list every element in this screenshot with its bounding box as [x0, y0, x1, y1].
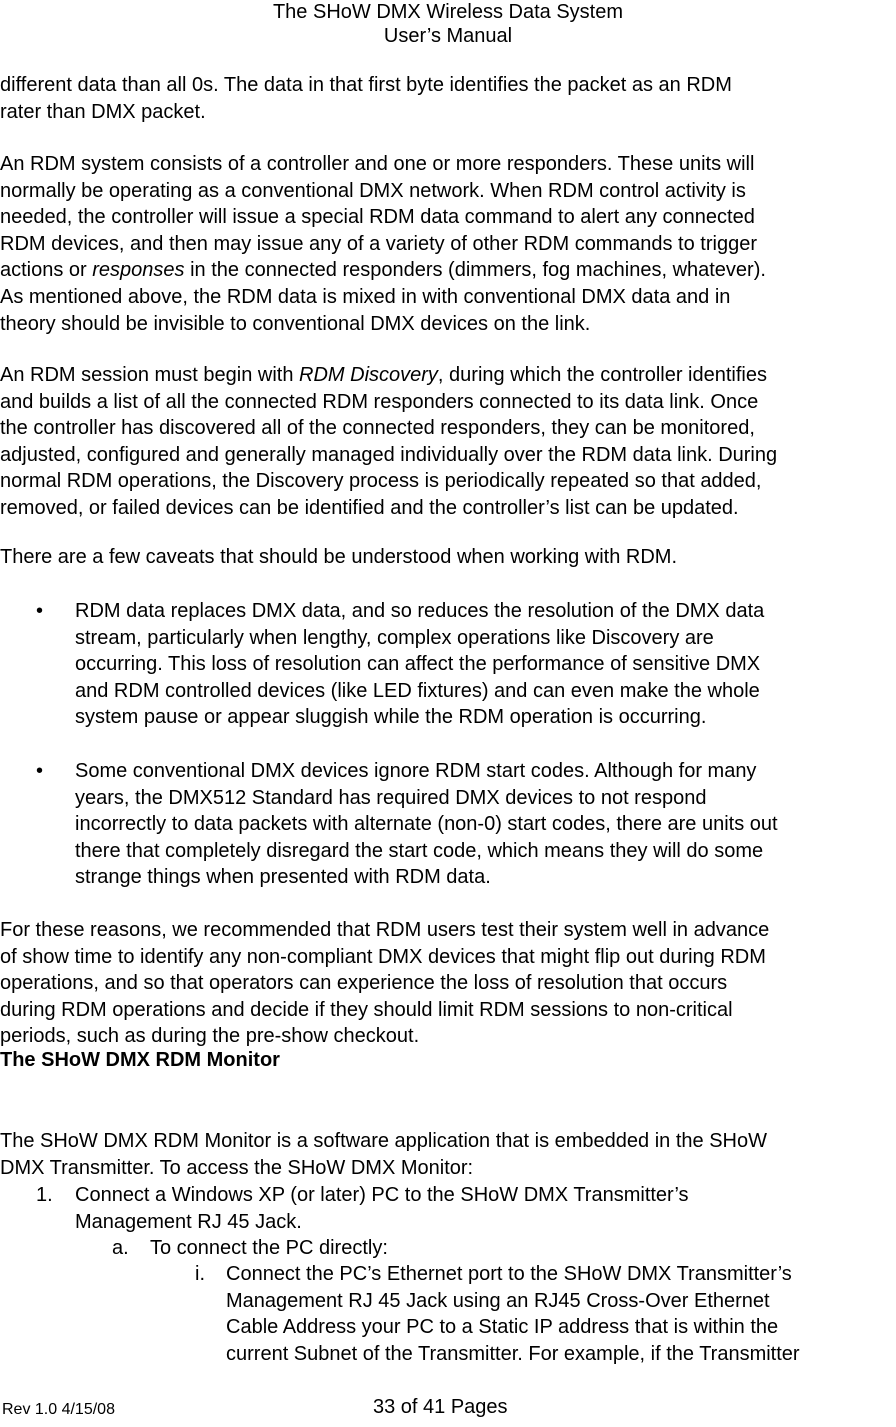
running-header-subtitle: User’s Manual — [383, 25, 513, 47]
paragraph-rdm-discovery: An RDM session must begin with RDM Discovery, during which the controller identifies and builds a list of all the connected RDM responders connected to its data link. Once the controller has discovered all of the connected responders, they can be monitored, adjusted, configured and generally managed individually over the RDM data link. During normal RDM operations, the Discovery process is periodically repeated so that added, removed, or failed devices can be identified and the controller’s list can be updated. — [0, 364, 778, 519]
paragraph-caveats-intro: There are a few caveats that should be understood when working with RDM. — [0, 546, 678, 568]
paragraph-rdm-packet: different data than all 0s. The data in that first byte identifies the packet as an RDM rater than DMX packet. — [0, 74, 732, 123]
step-i-text: Connect the PC’s Ethernet port to the SHoW DMX Transmitter’s Management RJ 45 Jack using an RJ45 Cross-Over Ethernet Cable Address your PC to a Static IP address that is within the current Subnet of the Transmitter. For example, if the Transmitter — [226, 1263, 800, 1365]
section-heading: The SHoW DMX RDM Monitor — [0, 1049, 280, 1071]
paragraph-rdm-system: An RDM system consists of a controller and one or more responders. These units will normally be operating as a conventional DMX network. When RDM control activity is needed, the controller will issue a special RDM data command to alert any connected RDM devices, and then may issue any of a variety of other RDM commands to trigger actions or responses in the connected responders (dimmers, fog machines, whatever). As mentioned above, the RDM data is mixed in with conventional DMX data and in theory should be invisible to conventional DMX devices on the link. — [0, 153, 766, 335]
footer-revision: Rev 1.0 4/15/08 — [2, 1401, 115, 1418]
bullet-marker: • — [36, 600, 44, 622]
paragraph-monitor-intro: The SHoW DMX RDM Monitor is a software application that is embedded in the SHoW DMX Transmitter. To access the SHoW DMX Monitor: — [0, 1130, 767, 1179]
bullet-item-resolution: RDM data replaces DMX data, and so reduces the resolution of the DMX data stream, particularly when lengthy, complex operations like Discovery are occurring. This loss of resolution can affect the performance of sensitive DMX and RDM controlled devices (like LED fixtures) and can even make the whole system pause or appear sluggish while the RDM operation is occurring. — [75, 600, 765, 729]
bullet-item-start-codes: Some conventional DMX devices ignore RDM start codes. Although for many years, the DMX512 Standard has required DMX devices to not respond incorrectly to data packets with alternate (non-0) start codes, there are units out there that completely disregard the start code, which means they will do some strange things when presented with RDM data. — [75, 760, 778, 889]
emphasis-rdm-discovery: RDM Discovery — [299, 364, 438, 386]
footer-page-number: 33 of 41 Pages — [373, 1396, 508, 1418]
step-1-text: Connect a Windows XP (or later) PC to the SHoW DMX Transmitter’s Management RJ 45 Jack. — [75, 1184, 689, 1233]
running-header-title: The SHoW DMX Wireless Data System — [272, 1, 624, 23]
step-i-marker: i. — [195, 1263, 205, 1285]
paragraph-recommendation: For these reasons, we recommended that RDM users test their system well in advance of show time to identify any non-compliant DMX devices that might flip out during RDM operations, and so that operators can experience the loss of resolution that occurs during RDM operations and decide if they should limit RDM sessions to non-critical periods, such as during the pre-show checkout. — [0, 919, 770, 1048]
step-a-text: To connect the PC directly: — [150, 1237, 388, 1259]
step-a-marker: a. — [112, 1237, 129, 1259]
emphasis-responses: responses — [92, 259, 185, 282]
step-1-marker: 1. — [36, 1184, 53, 1206]
bullet-marker: • — [36, 760, 44, 782]
